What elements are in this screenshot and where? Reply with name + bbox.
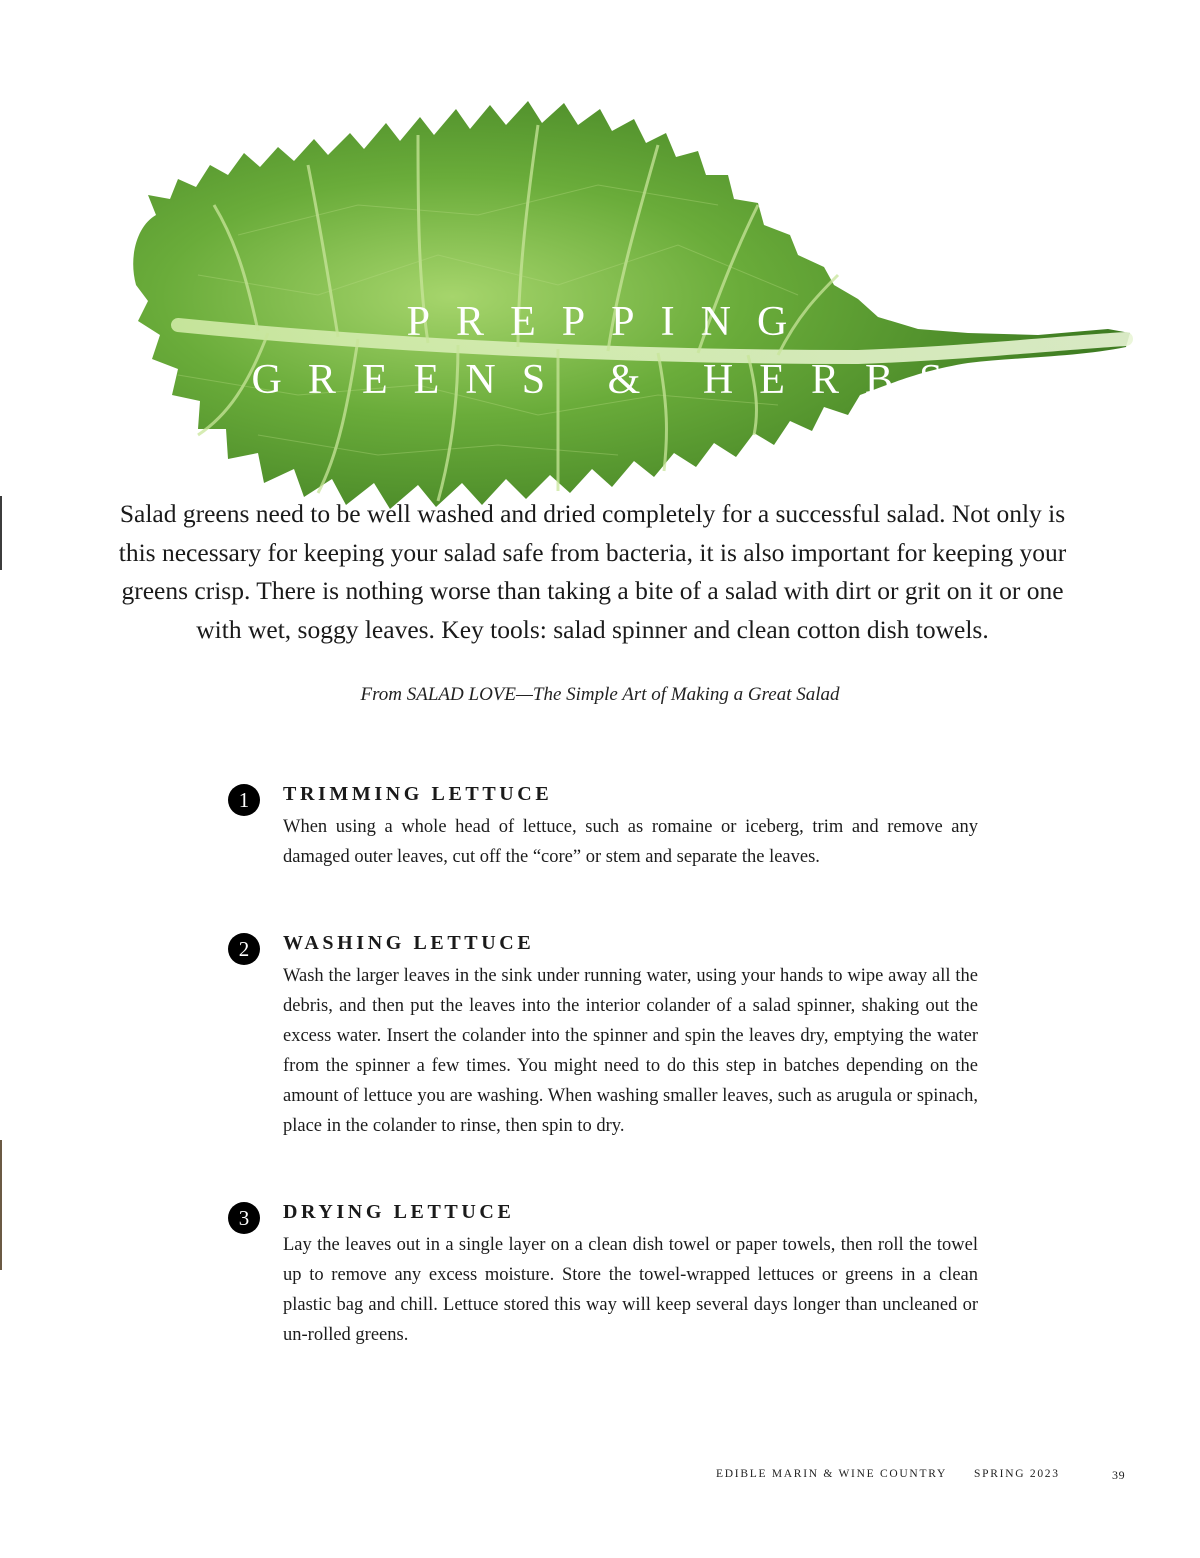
step-body: Lay the leaves out in a single layer on a clean dish towel or paper towels, then roll the towel up to remove any excess moisture. Store the towel-wrapped lettuces or greens in a clean plastic bag and chill. Lettuce stored this way will keep several days longer than uncleaned or un-rolled greens.	[283, 1235, 978, 1345]
step-body: When using a whole head of lettuce, such as romaine or iceberg, trim and remove any damaged outer leaves, cut off the “core” or stem and separate the leaves.	[283, 817, 978, 867]
step-number-badge: 1	[228, 784, 260, 816]
step-title: TRIMMING LETTUCE	[283, 783, 553, 805]
page-number: 39	[1112, 1468, 1126, 1482]
gutter-mark-bottom	[0, 1140, 2, 1270]
gutter-mark-top	[0, 496, 2, 570]
step-number-badge: 2	[228, 933, 260, 965]
footer-issue: SPRING 2023	[974, 1468, 1060, 1480]
footer-publication: EDIBLE MARIN & WINE COUNTRY	[716, 1468, 947, 1480]
step-number-badge: 3	[228, 1202, 260, 1234]
intro-paragraph: Salad greens need to be well washed and dried completely for a successful salad. Not only is this necessary for keeping your salad safe from bacteria, it is also important for keeping your greens crisp. There is nothing worse than taking a bite of a salad with dirt or grit on it or one with wet, soggy leaves. Key tools: salad spinner and clean cotton dish towels.	[118, 499, 1067, 644]
source-credit: From SALAD LOVE—The Simple Art of Making a Great Salad	[360, 684, 840, 705]
page-title-line-1: PREPPING	[406, 299, 814, 345]
step-title: WASHING LETTUCE	[283, 932, 535, 954]
step-body: Wash the larger leaves in the sink under running water, using your hands to wipe away all the debris, and then put the leaves into the interior colander of a salad spinner, shaking out the excess water. Insert the colander into the spinner and spin the leaves dry, emptying the water from the spinner a few times. You might need to do this step in batches depending on the amount of lettuce you are washing. When washing smaller leaves, such as arugula or spinach, place in the colander to rinse, then spin to dry.	[283, 966, 978, 1136]
step-title: DRYING LETTUCE	[283, 1201, 515, 1223]
page-title-line-2: GREENS & HERBS	[251, 357, 969, 403]
